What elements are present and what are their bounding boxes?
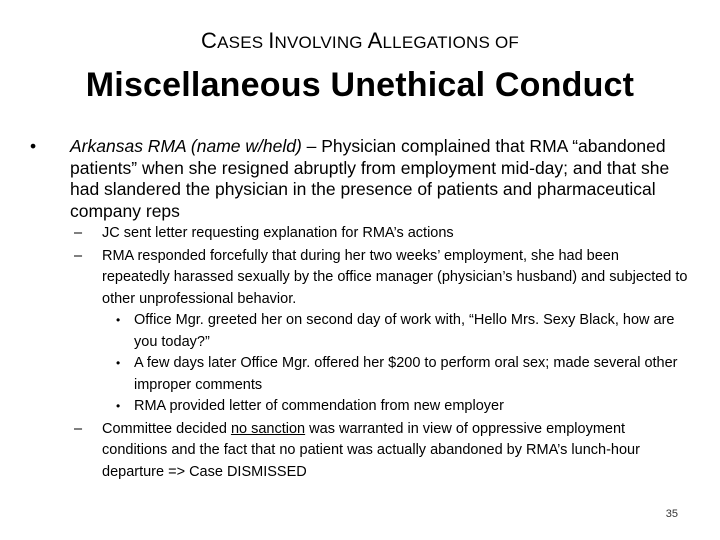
bullet-dash-icon: – bbox=[74, 225, 83, 241]
bullet-dot-icon: • bbox=[30, 136, 37, 156]
pre-title-part: NVOLVING bbox=[274, 33, 368, 52]
sub-point-text: JC sent letter requesting explanation for RMA’s actions bbox=[102, 225, 454, 241]
sub-point-text-continued: was warranted in view of oppressive employment conditions and the fact that no patient was actually abandoned by RMA’s lunch-hour departure => Case DISMISSED bbox=[102, 420, 640, 480]
bullet-dash-icon: – bbox=[74, 420, 83, 437]
sub-sub-bullet-point bbox=[30, 353, 690, 396]
sub-sub-point-text: A few days later Office Mgr. offered her $200 to perform oral sex; made several other improper comments bbox=[134, 355, 678, 393]
sub-sub-bullet-point bbox=[30, 396, 690, 418]
bullet-dot-icon: • bbox=[116, 313, 121, 327]
bullet-dot-icon: • bbox=[116, 399, 121, 413]
sub-sub-point-text: RMA provided letter of commendation from new employer bbox=[134, 398, 504, 414]
pre-title-part: A bbox=[367, 28, 383, 53]
sub-bullet-point bbox=[30, 246, 690, 311]
sub-sub-bullet-point bbox=[30, 310, 690, 353]
pre-title-part: I bbox=[268, 28, 275, 53]
pre-title bbox=[0, 28, 720, 54]
sub-point-text: Committee decided bbox=[102, 420, 231, 437]
pre-title-part: ASES bbox=[217, 33, 269, 52]
pre-title-part: LLEGATIONS OF bbox=[382, 33, 519, 52]
slide-title: Miscellaneous Unethical Conduct bbox=[85, 66, 635, 104]
sub-sub-point-text: Office Mgr. greeted her on second day of work with, “Hello Mrs. Sexy Black, how are you today?” bbox=[134, 312, 675, 350]
case-description: – Physician complained that RMA “abandoned patients” when she resigned abruptly from employment mid-day; and that she had slandered the physician in the presence of patients and pharmaceutical company reps bbox=[70, 136, 670, 221]
slide-content bbox=[30, 136, 690, 483]
pre-title-part: C bbox=[201, 28, 218, 53]
bullet-dash-icon: – bbox=[74, 247, 83, 264]
underlined-text: no sanction bbox=[230, 420, 306, 437]
sub-bullet-point bbox=[30, 419, 690, 484]
case-name: Arkansas RMA (name w/held) bbox=[70, 136, 302, 156]
page-number: 35 bbox=[665, 508, 678, 520]
sub-point-text: RMA responded forcefully that during her two weeks’ employment, she had been repeatedly harassed sexually by the office manager (physician’s husband) and subjected to other unprofessional behavior. bbox=[102, 247, 688, 307]
main-bullet-point bbox=[30, 136, 690, 222]
sub-bullet-point bbox=[30, 223, 690, 245]
bullet-dot-icon: • bbox=[116, 356, 121, 370]
